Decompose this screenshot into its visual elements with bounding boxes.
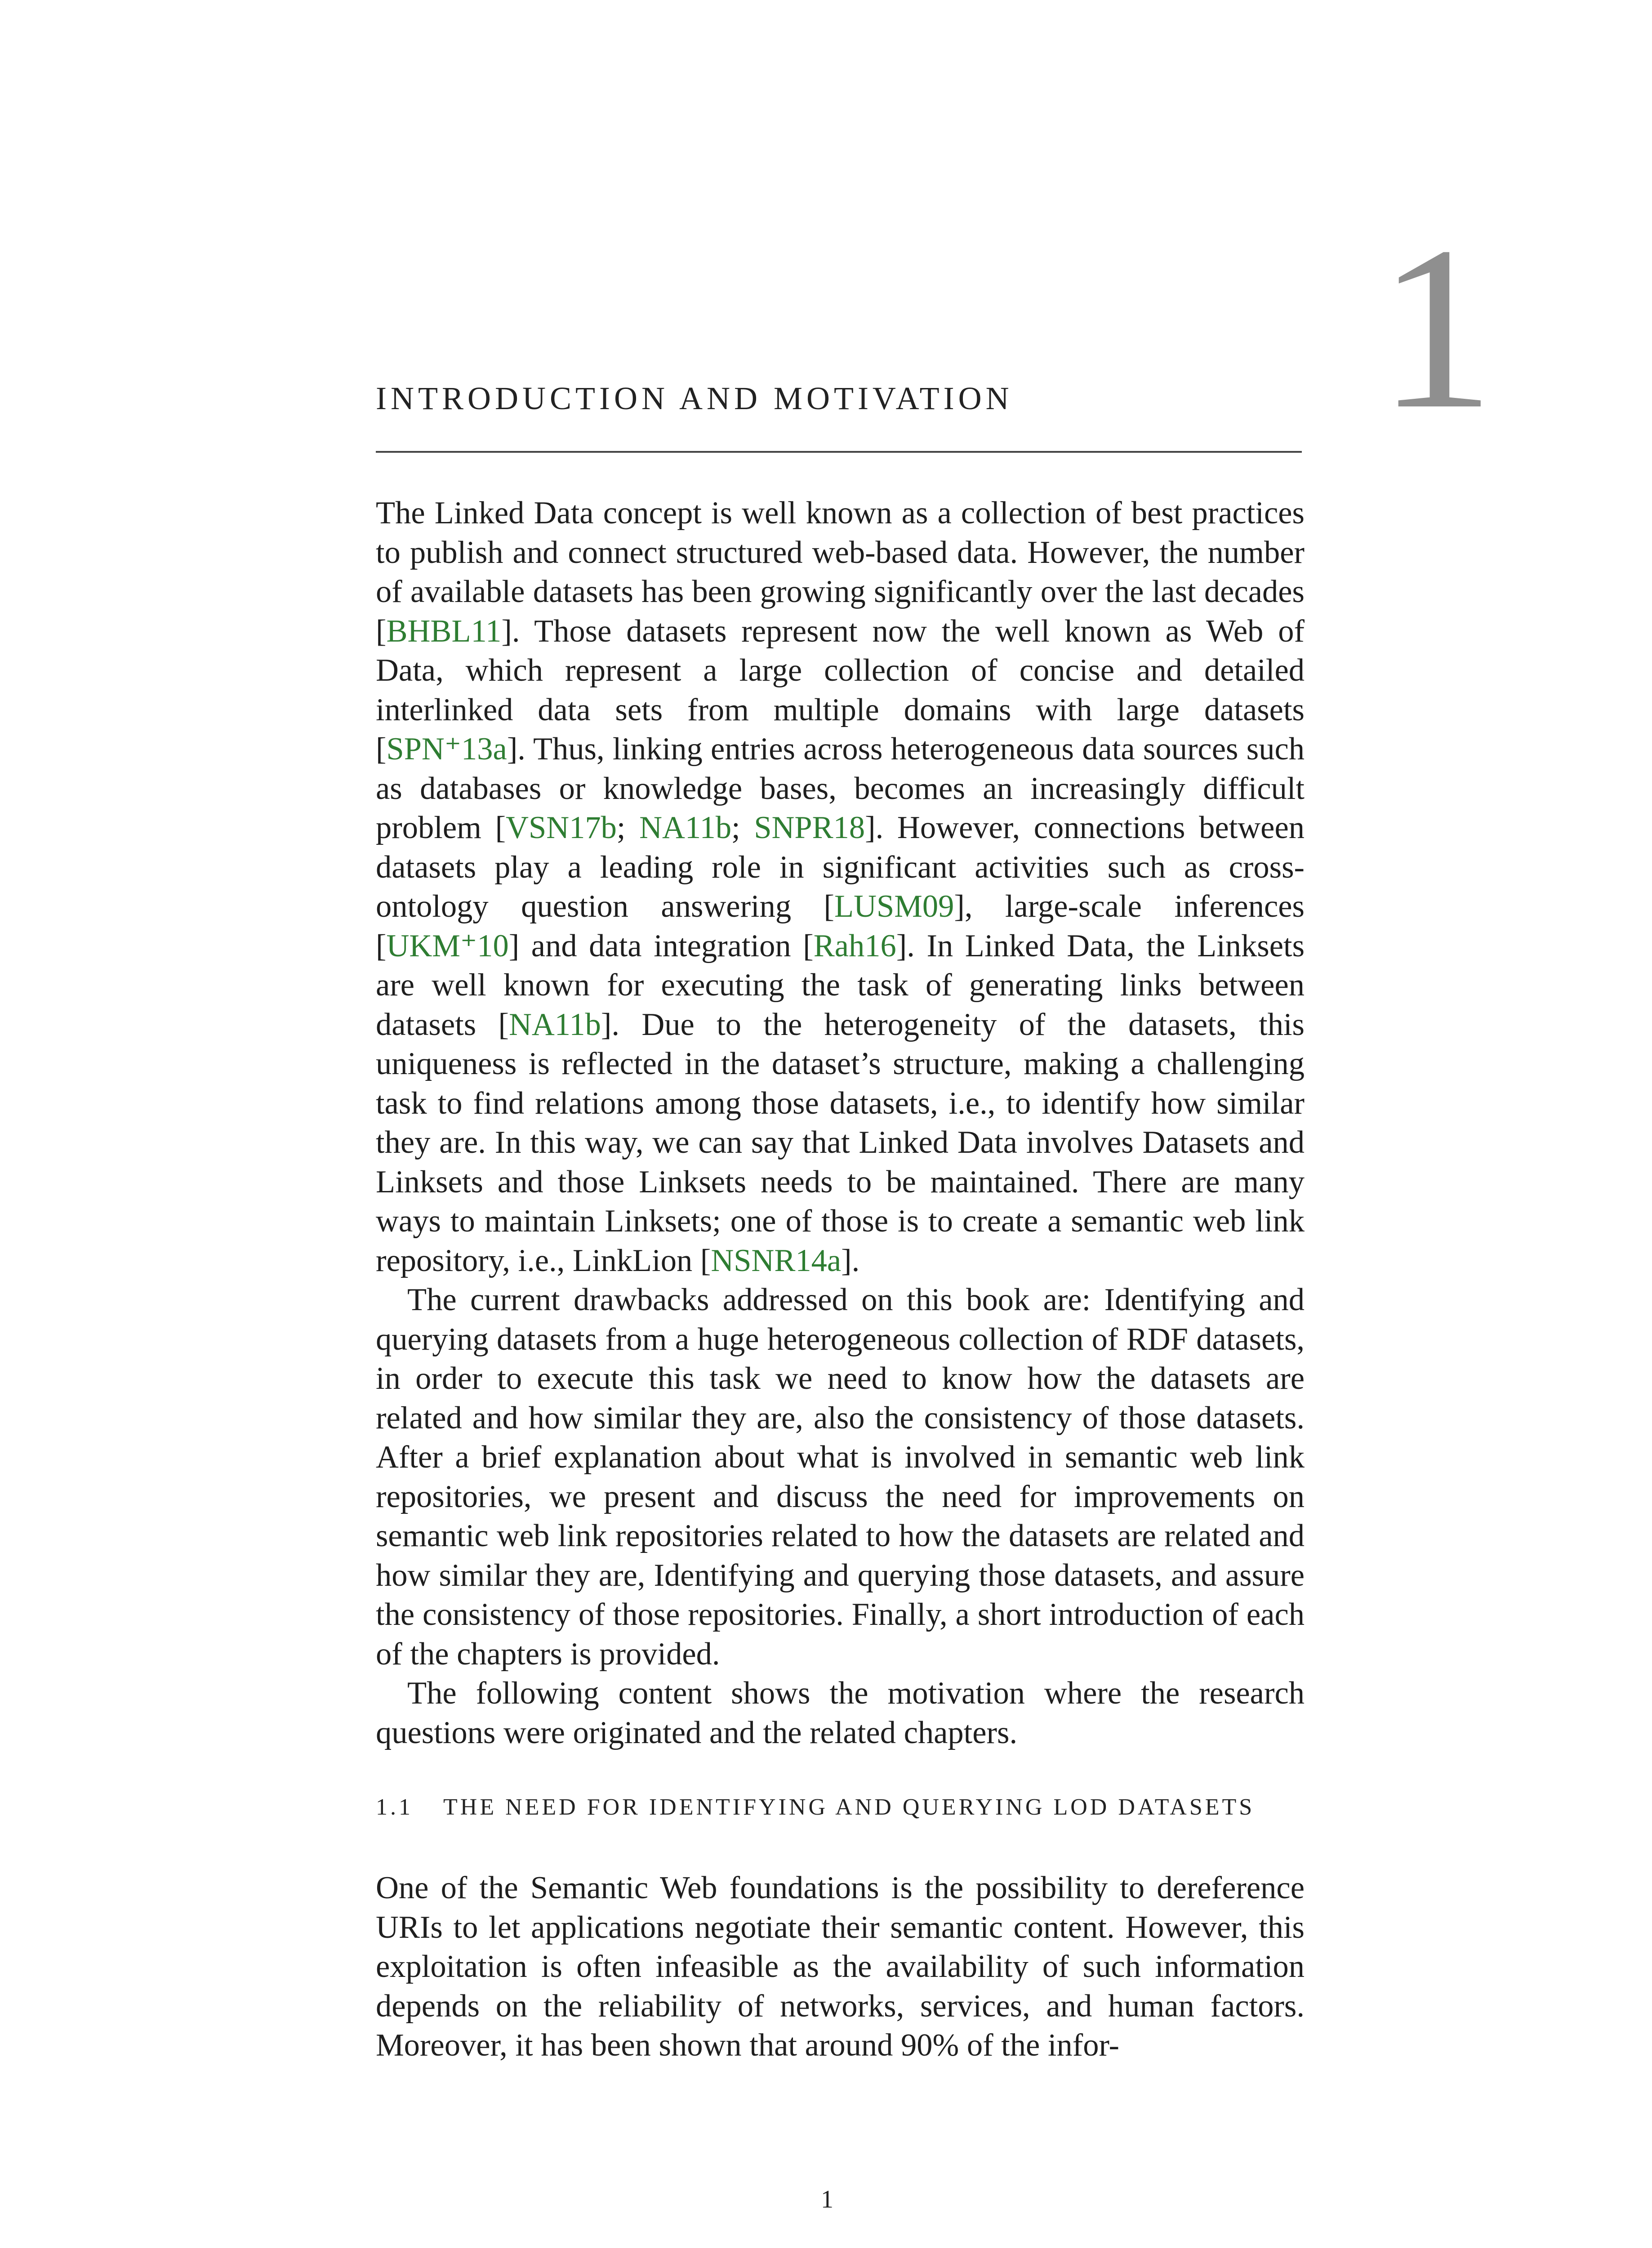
paragraph-text: ; [731, 810, 754, 845]
citation-link[interactable]: NSNR14a [711, 1243, 842, 1278]
paragraph-text: The Linked Data concept is well known as a collection of best practices to publish and connect structured web-based data. However, the number of available datasets has been growing significantly over the last decades [ [376, 495, 1305, 649]
chapter-number: 1 [1378, 199, 1495, 457]
paragraph-text: ] and data integration [ [508, 928, 814, 963]
paragraph-text: ], large-scale inferences [ [376, 889, 1305, 963]
section-title: THE NEED FOR IDENTIFYING AND QUERYING LOD DATASETS [443, 1794, 1255, 1820]
citation-link[interactable]: UKM⁺10 [386, 928, 509, 963]
paragraph-text: ]. However, connections between datasets play a leading role in significant activities such as cross-ontology question answering [ [376, 810, 1305, 924]
section-number: 1.1 [376, 1794, 413, 1820]
title-rule [376, 451, 1302, 453]
paragraph-text: ]. Thus, linking entries across heterogeneous data sources such as databases or knowledge bases, becomes an increasingly difficult problem [ [376, 731, 1305, 845]
citation-link[interactable]: NA11b [508, 1007, 601, 1042]
paragraph-text: ; [616, 810, 640, 845]
citation-link[interactable]: VSN17b [506, 810, 617, 845]
paragraph-text: ]. In Linked Data, the Linksets are well known for executing the task of generating links between datasets [ [376, 928, 1305, 1042]
paragraph-intro [376, 494, 1305, 1280]
citation-link[interactable]: Rah16 [813, 928, 896, 963]
chapter-title: INTRODUCTION AND MOTIVATION [376, 380, 1013, 416]
paragraph-motivation: The following content shows the motivation where the research questions were originated and the related chapters. [376, 1676, 1305, 1750]
paragraph-text: ]. Those datasets represent now the well known as Web of Data, which represent a large collection of concise and detailed interlinked data sets from multiple domains with large datasets [ [376, 613, 1305, 767]
paragraph-section-1: One of the Semantic Web foundations is the possibility to dereference URIs to let applications negotiate their semantic content. However, this exploitation is often infeasible as the availability of such information depends on the reliability of networks, services, and human factors. Moreover, it has been shown that around 90% of the infor- [376, 1870, 1305, 2063]
citation-link[interactable]: BHBL11 [386, 613, 502, 649]
paragraph-drawbacks: The current drawbacks addressed on this book are: Identifying and querying datasets from a huge heterogeneous collection of RDF datasets, in order to execute this task we need to know how the datasets are related and how similar they are, also the consistency of those datasets. After a brief explanation about what is involved in semantic web link repositories, we present and discuss the need for improvements on semantic web link repositories related to how the datasets are related and how similar they are, Identifying and querying those datasets, and assure the consistency of those repositories. Finally, a short introduction of each of the chapters is provided. [376, 1282, 1305, 1672]
section-body [376, 1869, 1305, 2065]
section-heading [376, 1794, 1306, 1820]
paragraph-text: ]. [841, 1243, 860, 1278]
citation-link[interactable]: LUSM09 [834, 889, 954, 924]
citation-link[interactable]: SPN⁺13a [386, 731, 507, 767]
chapter-body [376, 494, 1305, 1753]
citation-link[interactable]: SNPR18 [754, 810, 865, 845]
page-number: 1 [821, 2186, 833, 2213]
citation-link[interactable]: NA11b [639, 810, 732, 845]
paragraph-text: ]. Due to the heterogeneity of the datasets, this uniqueness is reflected in the dataset’s structure, making a challenging task to find relations among those datasets, i.e., to identify how similar they are. In this way, we can say that Linked Data involves Datasets and Linksets and those Linksets needs to be maintained. There are many ways to maintain Linksets; one of those is to create a semantic web link repository, i.e., LinkLion [ [376, 1007, 1305, 1278]
